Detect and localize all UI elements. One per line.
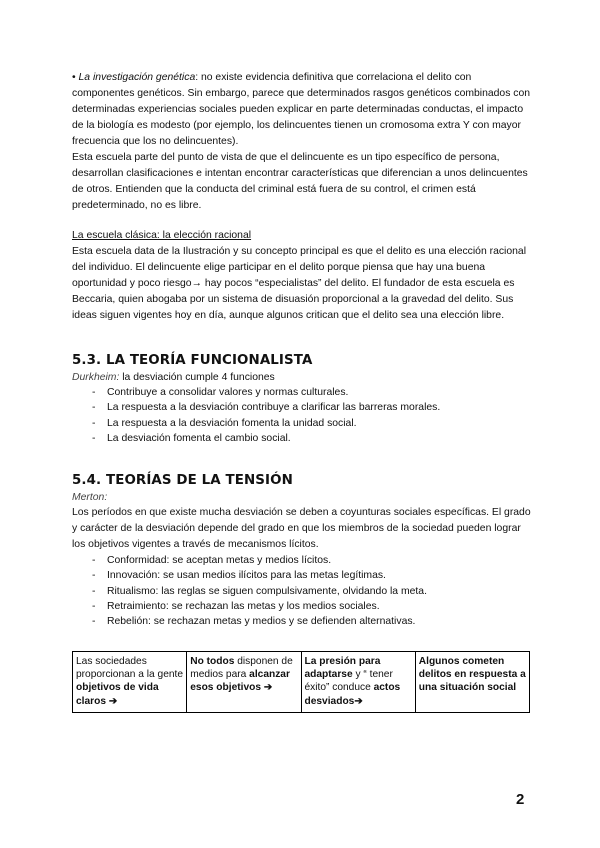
functionalist-intro-text: la desviación cumple 4 funciones xyxy=(119,372,275,383)
list-item: - Retraimiento: se rechazan las metas y los medios sociales. xyxy=(92,599,534,614)
functionalist-list xyxy=(72,385,534,446)
functionalist-intro xyxy=(72,370,534,385)
genetics-text: : no existe evidencia definitiva que correlaciona el delito con componentes genéticos. Sin embargo, parece que determinados rasgos genéticos combinados con determinadas experiencias sociales pueden explicar en parte determinadas conductas, el impacto de la biología es modesto (por ejemplo, los delincuentes tienen un cromosoma extra Y con mayor frecuencia que los no delincuentes). xyxy=(72,72,531,147)
tension-list xyxy=(72,553,534,629)
table-cell-2 xyxy=(187,652,301,713)
genetics-title: La investigación genética xyxy=(78,72,196,83)
tension-heading: 5.4. TEORÍAS DE LA TENSIÓN xyxy=(72,473,293,489)
cell-bold-text: actos desviados➔ xyxy=(304,682,401,707)
list-item: - Ritualismo: las reglas se siguen compulsivamente, olvidando la meta. xyxy=(92,584,534,599)
table-row xyxy=(73,652,530,713)
table-cell-1 xyxy=(73,652,187,713)
page-number: 2 xyxy=(516,791,525,808)
list-item: - Rebelión: se rechazan metas y medios y se defienden alternativas. xyxy=(92,614,534,629)
list-item: - Conformidad: se aceptan metas y medios lícitos. xyxy=(92,553,534,568)
cell-bold-text: La presión para adaptarse xyxy=(304,656,381,681)
bullet-icon: • xyxy=(72,72,76,83)
cell-text: y “ tener éxito” conduce xyxy=(304,669,393,694)
school-paragraph: Esta escuela parte del punto de vista de que el delincuente es un tipo específico de persona, desarrollan clasificaciones e intentan encontrar características que diferencian a unos delincuentes de otros. Entienden que la conducta del criminal está fuera de su control, el crimen está predeterminado, no es libre. xyxy=(72,152,528,211)
list-item: - Innovación: se usan medios ilícitos para las metas legítimas. xyxy=(92,568,534,583)
tension-paragraph: Los períodos en que existe mucha desviación se deben a coyunturas sociales específicas. El grado y carácter de la desviación depende del grado en que los miembros de la sociedad pueden lograr los objetivos vigentes a través de mecanismos lícitos. xyxy=(72,507,531,551)
summary-table xyxy=(72,651,530,713)
cell-text: Las sociedades proporcionan a la gente xyxy=(76,656,184,681)
cell-bold-text: Algunos cometen delitos en respuesta a una situación social xyxy=(418,656,526,694)
cell-bold-text: No todos xyxy=(190,656,235,667)
classical-heading: La escuela clásica: la elección racional xyxy=(72,230,252,241)
list-item: - La respuesta a la desviación contribuye a clarificar las barreras morales. xyxy=(92,400,534,415)
cell-bold-text: alcanzar esos objetivos ➔ xyxy=(190,669,290,694)
list-item: - La respuesta a la desviación fomenta la unidad social. xyxy=(92,416,534,431)
merton-author: Merton: xyxy=(72,492,108,504)
list-item: - La desviación fomenta el cambio social. xyxy=(92,431,534,446)
durkheim-author: Durkheim: xyxy=(72,372,120,383)
cell-bold-text: objetivos de vida claros ➔ xyxy=(76,682,159,707)
functionalist-heading: 5.3. LA TEORÍA FUNCIONALISTA xyxy=(72,353,313,368)
list-item: - Contribuye a consolidar valores y normas culturales. xyxy=(92,385,534,400)
page-content xyxy=(72,70,534,630)
merton-line xyxy=(72,490,534,505)
table-cell-3 xyxy=(301,652,415,713)
genetics-paragraph xyxy=(72,70,534,150)
classical-paragraph: Esta escuela data de la Ilustración y su concepto principal es que el delito es una elección racional del individuo. El delincuente elige participar en el delito porque piensa que hay una buena oportunidad y poco riesgo→ hay pocos “especialistas” del delito. El fundador de esta escuela es Beccaria, quien abogaba por un sistema de disuasión proporcional a la gravedad del delito. Sus ideas siguen vigentes hoy en día, aunque algunos critican que el delito sea una elección libre. xyxy=(72,246,527,321)
table-cell-4 xyxy=(415,652,529,713)
cell-text: disponen de medios para xyxy=(190,656,293,681)
